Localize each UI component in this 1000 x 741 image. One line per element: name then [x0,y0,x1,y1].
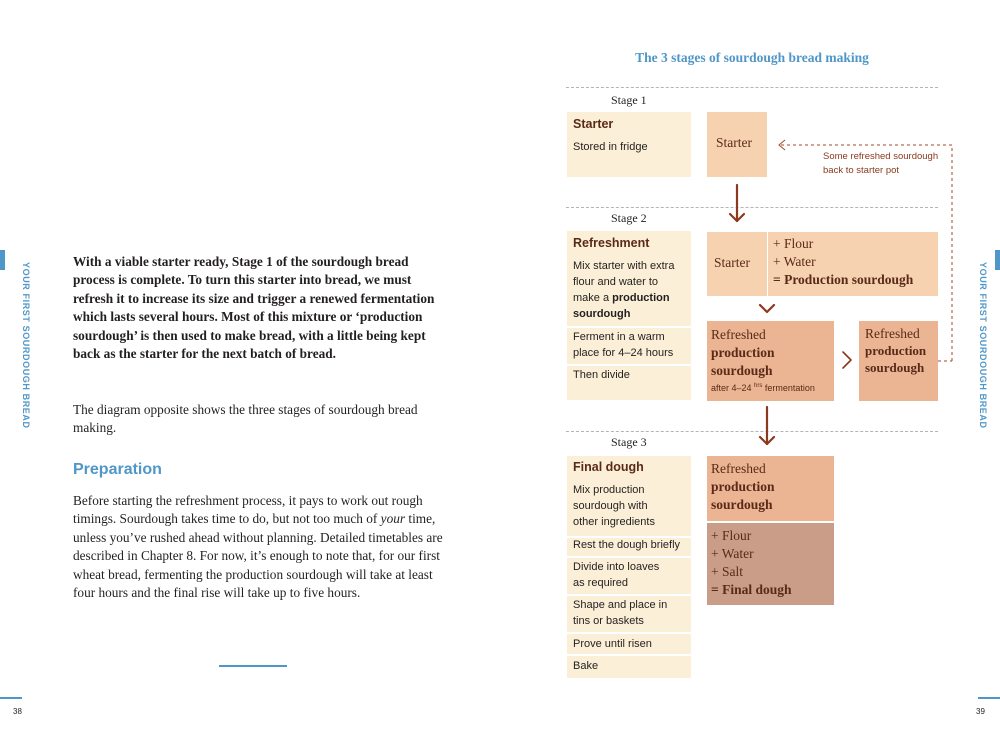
right-page-bar [978,697,1000,699]
stage2-text-line3: make a production [573,292,670,304]
reserved-production-label: production [865,343,927,358]
return-arrowhead-icon [779,140,785,150]
page-number-right: 39 [976,707,985,716]
return-note-line1: Some refreshed sourdough [823,151,939,162]
intro-paragraph: With a viable starter ready, Stage 1 of the sourdough bread process is complete. To turn this starter into bread, we must refresh it to increase its size and trigger a renewed fermentation which lasts several hours. Most of this mixture or ‘production sourdough’ is then used to make bread, with a little being kept back as the starter for the next batch of bread. [73,254,435,362]
stage3-step2: Rest the dough briefly [573,539,681,551]
refresh-equals-production: = Production sourdough [773,272,914,287]
sourdough-label: sourdough [711,363,773,378]
production-label: production [711,345,775,360]
final-plus-flour: + Flour [711,528,752,543]
stage2-divider [566,207,938,208]
stage3-step1-line2: sourdough with [573,500,648,512]
final-plus-water: + Water [711,546,754,561]
final-sourdough-label: sourdough [711,497,773,512]
stage3-step4-line2: tins or baskets [573,615,644,627]
stage2-heading: Refreshment [573,236,650,250]
final-production-label: production [711,479,775,494]
final-refreshed-label: Refreshed [711,461,766,476]
stage2-text-line1: Mix starter with extra [573,260,675,272]
page-number-left: 38 [13,707,22,716]
stage1-label: Stage 1 [611,93,647,107]
preparation-paragraph: Before starting the refreshment process, it pays to work out rough timings. Sourdough takes time to do, but not too much of your time, unless you’ve rushed ahead without planning. Detailed timetables are described in Chapter 8. For now, it’s enough to note that, for our first wheat bread, fermenting the production sourdough will take at least four hours and the final rise will take up to five hours. [73,493,443,601]
refreshed-label: Refreshed [711,327,766,342]
refresh-mix-divider [767,232,768,296]
stage2-text-line2: flour and water to [573,276,658,288]
emphasis-your: your [380,511,406,527]
left-page-bar [0,697,22,699]
refresh-plus-water: + Water [773,254,816,269]
stage2-step2-line1: Ferment in a warm [573,331,665,343]
stage3-divider [566,431,938,432]
starter-box-label: Starter [716,135,752,150]
preparation-heading: Preparation [73,461,162,478]
reserved-refreshed-label: Refreshed [865,326,920,341]
final-equals-dough: = Final dough [711,582,792,597]
right-side-label: YOUR FIRST SOURDOUGH BREAD [978,262,988,429]
diagram-title: The 3 stages of sourdough bread making [635,50,869,65]
fermentation-time-note: after 4–24 $^{hrs}$ fermentation [711,383,815,393]
down-arrow-stage2-to-3 [760,407,774,444]
refresh-plus-flour: + Flour [773,236,814,251]
chevron-down-icon [760,305,774,312]
stage3-step1-line1: Mix production [573,484,645,496]
refresh-starter-label: Starter [714,255,750,270]
stage3-step3-line1: Divide into loaves [573,561,660,573]
stage3-label: Stage 3 [611,435,647,449]
chevron-right-icon [843,352,851,368]
footer-rule [219,665,287,667]
left-tab-marker [0,250,5,270]
stage3-step6: Bake [573,660,599,672]
stage2-step2-line2: place for 4–24 hours [573,347,674,359]
stage2-step3: Then divide [573,369,630,381]
right-tab-marker [995,250,1000,270]
stage2-label: Stage 2 [611,211,647,225]
stage3-step5: Prove until risen [573,638,652,650]
stage2-text-line4: sourdough [573,308,631,320]
down-arrow-stage1-to-2 [730,185,744,221]
stage1-divider [566,87,938,88]
stage3-heading: Final dough [573,460,644,474]
diagram-reference-paragraph: The diagram opposite shows the three stages of sourdough bread making. [73,402,418,436]
final-plus-salt: + Salt [711,564,743,579]
left-side-label: YOUR FIRST SOURDOUGH BREAD [21,262,31,429]
stage3-step4-line1: Shape and place in [573,599,668,611]
stage1-heading: Starter [573,117,614,131]
stage1-text: Stored in fridge [573,141,648,153]
stage3-step3-line2: as required [573,577,629,589]
reserved-sourdough-label: sourdough [865,360,925,375]
stage3-step1-line3: other ingredients [573,516,655,528]
return-note-line2: back to starter pot [823,165,900,176]
